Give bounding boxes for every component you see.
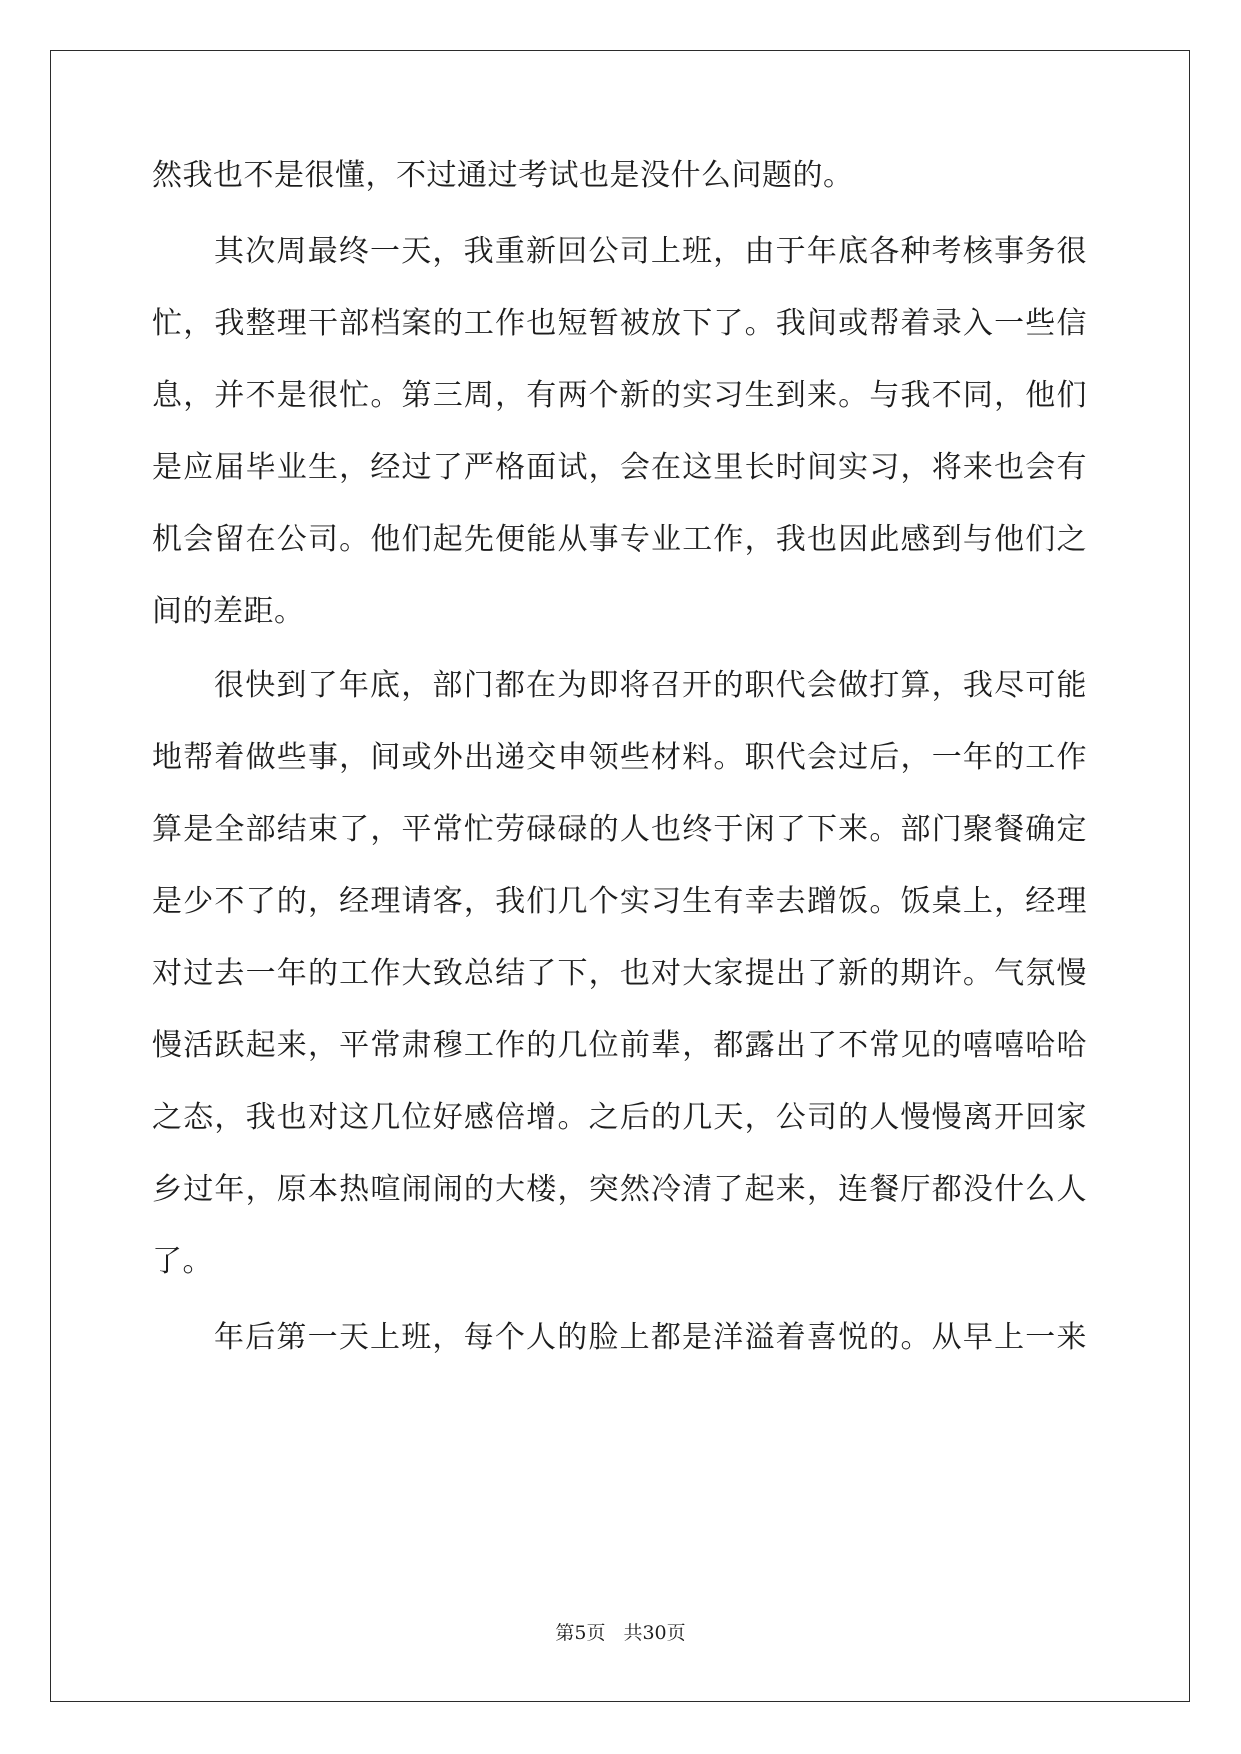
text-line: 算是全部结束了，平常忙劳碌碌的人也终于闲了下来。部门聚餐确定 <box>152 812 1087 847</box>
text-line: 间的差距。 <box>152 594 305 629</box>
page-footer <box>0 1618 1241 1645</box>
text-line: 机会留在公司。他们起先便能从事专业工作，我也因此感到与他们之 <box>152 522 1087 557</box>
current-page-number: 第5页 <box>555 1622 606 1644</box>
text-line: 很快到了年底，部门都在为即将召开的职代会做打算，我尽可能 <box>214 668 1087 703</box>
text-line: 了。 <box>152 1244 213 1279</box>
text-line: 息，并不是很忙。第三周，有两个新的实习生到来。与我不同，他们 <box>152 378 1087 413</box>
text-line: 忙，我整理干部档案的工作也短暂被放下了。我间或帮着录入一些信 <box>152 306 1087 341</box>
text-line: 是少不了的，经理请客，我们几个实习生有幸去蹭饭。饭桌上，经理 <box>152 884 1087 919</box>
text-line: 慢活跃起来，平常肃穆工作的几位前辈，都露出了不常见的嘻嘻哈哈 <box>152 1028 1087 1063</box>
text-line: 之态，我也对这几位好感倍增。之后的几天，公司的人慢慢离开回家 <box>152 1100 1087 1135</box>
total-page-count: 共30页 <box>623 1622 686 1644</box>
text-line: 地帮着做些事，间或外出递交申领些材料。职代会过后，一年的工作 <box>152 740 1087 775</box>
text-line: 对过去一年的工作大致总结了下，也对大家提出了新的期许。气氛慢 <box>152 956 1087 991</box>
text-line: 是应届毕业生，经过了严格面试，会在这里长时间实习，将来也会有 <box>152 450 1087 485</box>
text-line: 年后第一天上班，每个人的脸上都是洋溢着喜悦的。从早上一来 <box>214 1320 1087 1355</box>
page-frame <box>50 50 1190 1702</box>
text-line: 其次周最终一天，我重新回公司上班，由于年底各种考核事务很 <box>214 234 1087 269</box>
text-line: 然我也不是很懂，不过通过考试也是没什么问题的。 <box>152 158 854 193</box>
text-line: 乡过年，原本热喧闹闹的大楼，突然冷清了起来，连餐厅都没什么人 <box>152 1172 1087 1207</box>
